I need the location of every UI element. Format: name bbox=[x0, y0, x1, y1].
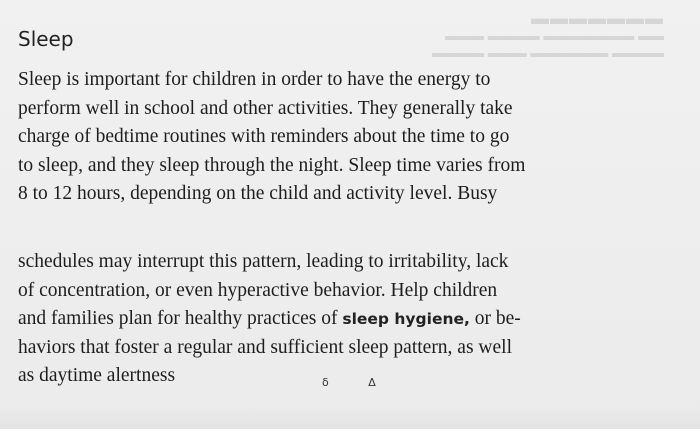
text-line: schedules may interrupt this pattern, leading to irritability, lack bbox=[18, 251, 509, 272]
text-line-with-term bbox=[18, 305, 648, 334]
bleed-through-text: ▬▬▬▬▬▬▬ ▬▬▬ ▬▬▬▬ ▬▬▬▬▬▬▬ ▬▬ ▬▬▬▬ ▬▬▬ ▬▬▬▬▬▬ ▬▬▬▬ bbox=[432, 8, 664, 60]
text-fragment: or be- bbox=[469, 308, 521, 329]
text-line: charge of bedtime routines with reminders about the time to go bbox=[18, 126, 510, 147]
text-line: 8 to 12 hours, depending on the child and activity level. Busy bbox=[18, 183, 498, 204]
text-line: of concentration, or even hyperactive behavior. Help children bbox=[18, 279, 498, 301]
text-fragment: and families plan for healthy practices of bbox=[18, 308, 343, 329]
text-line: haviors that foster a regular and sufficient sleep pattern, as well bbox=[18, 336, 513, 358]
paragraph-top bbox=[18, 66, 648, 209]
text-line: perform well in school and other activities. They generally take bbox=[18, 97, 513, 119]
key-term: sleep hygiene, bbox=[342, 310, 470, 328]
scan-shadow bbox=[0, 405, 700, 429]
text-line: to sleep, and they sleep through the night. Sleep time varies from bbox=[18, 154, 526, 176]
paragraph-bottom bbox=[18, 248, 648, 391]
section-heading: Sleep bbox=[18, 27, 74, 51]
text-line: Sleep is important for children in order to have the energy to bbox=[18, 69, 491, 90]
handwritten-marks: δ Δ bbox=[322, 376, 394, 389]
text-line: as daytime alertness bbox=[18, 365, 176, 386]
